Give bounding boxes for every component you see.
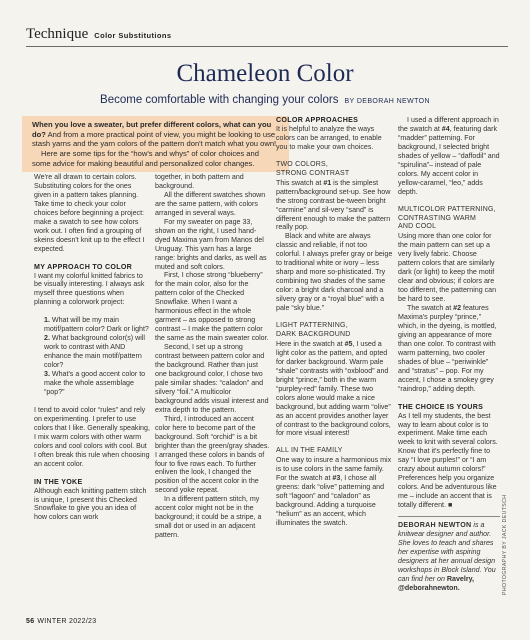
swatch-number: #3 [332, 474, 341, 483]
subsection-label: Color Substitutions [94, 31, 172, 40]
col2-paragraph: Second, I set up a strong contrast between pattern color and the background. Rather than just one background color, I chose two pale similar shades: “caladon” and silvery “foil.” A multicolor background adds visual interest and extra depth to the pattern. [155, 343, 269, 414]
question-item [44, 370, 150, 397]
col2-paragraph: First, I chose strong “blueberry” for the main color, also for the pattern color of the Checked Snowflake. When I want a harmonious effect in the whole garment – as opposed to strong contrast – I make the pattern color the same as the main sweater color. [155, 271, 269, 343]
col3-paragraph [276, 456, 393, 528]
author-bio [398, 521, 500, 593]
subheading-line: LIGHT PATTERNING, [276, 322, 348, 330]
byline: BY DEBORAH NEWTON [344, 98, 430, 105]
issue-label: WINTER 2022/23 [37, 618, 97, 625]
swatch-number: #5 [344, 339, 353, 348]
bio-text: is a knitwear designer and author. She loves to teach and shares her expertise with aspiring designers at her annual design workshops in Block Island. You can find her on [398, 521, 496, 583]
question-number: 2. [44, 334, 50, 343]
intro-text-1: And from a more practical point of view, you might be looking to use stash yarns and the yarn colors of the pattern don't match what you own! [32, 129, 277, 149]
intro-box [22, 116, 289, 172]
questions-list [34, 316, 150, 397]
col2-paragraph: In a different pattern stitch, my accent color might not be in the background; it could be a stripe, a small dot or used in an adjacent pattern. [155, 495, 262, 540]
section-header [26, 26, 171, 43]
column-1 [34, 173, 150, 522]
question-number: 3. [44, 370, 50, 379]
col4-paragraph [398, 116, 500, 197]
col1-paragraph: We're all drawn to certain colors. Substituting colors for the ones given in a pattern takes planning. Take time to check your color choices before beginning a project: make a swatch to see how colors work out. I often find a grouping of skeins doesn't knit up to the effect I expected. [34, 173, 145, 253]
question-text: What's a good accent color to make the whole assemblage “pop?” [44, 370, 146, 396]
ravelry-label: Ravelry, [446, 574, 474, 583]
intro-lead: When you love a sweater, but prefer different colors, what can you do? [32, 120, 272, 139]
intro-paragraph-2: Here are some tips for the “how's and whys” of color choices and some advice for making beautiful and personalized color changes. [32, 149, 259, 168]
text: features Maxima's purpley “prince,” which, in the dyeing, is mottled, giving an appearance of more than one color. To contrast with warm patterning, two cooler shades of blue – “periwinkle” and “stratus” – pop. For my accent, I chose a smokey grey “raindrop,” adding depth. [398, 304, 497, 393]
article-title: Chameleon Color [176, 60, 354, 87]
col4-paragraph: Using more than one color for the main pattern can set up a very lively fabric. Choose pattern colors that are similarly dark (or light) to keep the motif clear and obvious; if colors are too different, the patterning can be hard to see. [398, 232, 497, 304]
column-4 [398, 116, 500, 593]
col3-paragraph: Black and white are always classic and reliable, if not too colorful. I always prefer gray or beige to traditional white or ivory – less sharp and more so-phisticated. Try combining two shades of the same color: a bright dark charcoal and a silvery gray or a “royal blue” with a pale “sky blue.” [276, 232, 393, 313]
subheading-multicolor [398, 206, 500, 233]
text: This swatch at [276, 178, 324, 187]
ravelry-handle: @deborahnewton. [398, 583, 460, 592]
col4-paragraph: As I tell my students, the best way to learn about color is to experiment. Make time each week to knit with several colors. Know that it's perfectly fine to say “I love purples!” or “I am crazy about autumn colors!” Preferences help you organize colors. And be adventurous like me – include an accent that is totally different. ■ [398, 411, 498, 510]
text: , I used a light color as the pattern, and opted for darker background. Warm pale “shale” contrasts with “oxblood” and bright “prince,” both in the warm “purpley-red” family. These two colors alone would make a nice background, but adding warm “olive” as an accent provides another layer of contrast to the background colors, for more visual interest! [276, 339, 391, 438]
heading-choice-is-yours: THE CHOICE IS YOURS [398, 402, 484, 411]
heading-color-approaches: COLOR APPROACHES [276, 116, 359, 124]
subheading-line: CONTRASTING WARM [398, 214, 476, 222]
section-label: Technique [26, 26, 89, 42]
col2-paragraph: Third, I introduced an accent color here to become part of the background. Soft “orchid” is a bit brighter than the green/gray shades. I arranged these colors in bands of four to five rows each. To further enliven the look, I changed the position of the accent color in the second yoke repeat. [155, 414, 270, 495]
text: I used a different approach in the swatch at [398, 116, 499, 133]
col1-paragraph: Although each knitting pattern stitch is unique, I present this Checked Snowflake to give you an idea of how colors can work [34, 486, 147, 522]
subtitle-text: Become comfortable with changing your colors [100, 94, 339, 106]
page-footer [26, 618, 96, 625]
text: The swatch at [407, 304, 454, 313]
intro-paragraph-1 [32, 120, 279, 149]
question-number: 1. [44, 316, 50, 325]
col3-paragraph [276, 179, 393, 233]
question-text: What background color(s) will work to contrast with AND enhance the main motif/pattern color? [44, 334, 145, 370]
swatch-number: #1 [323, 178, 332, 187]
subheading-light-patterning [276, 322, 393, 340]
text: , featuring dark “madder” patterning. For background, I selected bright shades of yellow – “daffodil” and “spirulina”– instead of pale colors. My accent color in yellow-caramel, “leo,” adds depth. [398, 124, 500, 196]
swatch-number: #2 [453, 304, 462, 313]
column-2 [155, 173, 270, 540]
question-item [44, 316, 150, 334]
author-name: DEBORAH NEWTON [398, 521, 472, 530]
col1-paragraph: I tend to avoid color “rules” and rely on experimenting. I prefer to use colors that I like. Generally speaking, I mix warm colors with other warm colors and cool colors with cool. But I often break this rule when choosing an accent color. [34, 405, 150, 468]
photo-credit: PHOTOGRAPHY BY JACK DEUTSCH [502, 494, 508, 595]
col3-paragraph: It is helpful to analyze the ways colors can be arranged, to enable you to make your own choices. [276, 124, 382, 151]
subheading-line: TWO COLORS, [276, 160, 328, 168]
text: Here in the swatch at [276, 339, 345, 348]
subheading-line: AND COOL [398, 223, 437, 231]
bio-divider [398, 516, 500, 517]
header-rule [26, 46, 508, 47]
subheading-line: DARK BACKGROUND [276, 330, 351, 338]
col2-paragraph: together, in both pattern and background. [155, 173, 244, 190]
col3-paragraph [276, 340, 393, 438]
subheading-two-colors [276, 161, 393, 179]
swatch-number: #4 [441, 124, 450, 133]
heading-my-approach: MY APPROACH TO COLOR [34, 262, 133, 271]
page-number: 56 [26, 618, 35, 625]
question-item [44, 334, 150, 370]
subheading-all-in-family: ALL IN THE FAMILY [276, 447, 343, 455]
col1-paragraph: I want my colorful knitted fabrics to be visually interesting. I always ask myself three questions when planning a colorwork project: [34, 271, 145, 307]
article-subtitle [0, 94, 530, 106]
text: One way to insure a harmonious mix is to use colors in the same family. For the swatch at [276, 456, 392, 483]
text: is the simplest pattern/background set-up. See how the strong contrast be-tween bright “carmine” and sil-very “sand” is different enough to make the pattern really pop. [276, 178, 391, 232]
col2-paragraph: For my sweater on page 33, shown on the right, I used hand-dyed Maxima yarn from Manos del Uruguay. This yarn has a large range: brights and darks, as well as muted and soft colors. [155, 217, 267, 271]
col4-paragraph [398, 304, 500, 394]
text: , I chose all greens: dark “olive” patterning and soft “lagoon” and “caladon” as background. Adding a turquoise “helium” as an accent, which illuminates the swatch. [276, 474, 385, 528]
column-3 [276, 116, 393, 528]
subheading-line: MULTICOLOR PATTERNING, [398, 205, 496, 213]
subheading-line: STRONG CONTRAST [276, 169, 350, 177]
heading-in-the-yoke: IN THE YOKE [34, 477, 83, 486]
col2-paragraph: All the different swatches shown are the same pattern, with colors arranged in several ways. [155, 190, 266, 217]
question-text: What will be my main motif/pattern color? Dark or light? [44, 316, 149, 334]
